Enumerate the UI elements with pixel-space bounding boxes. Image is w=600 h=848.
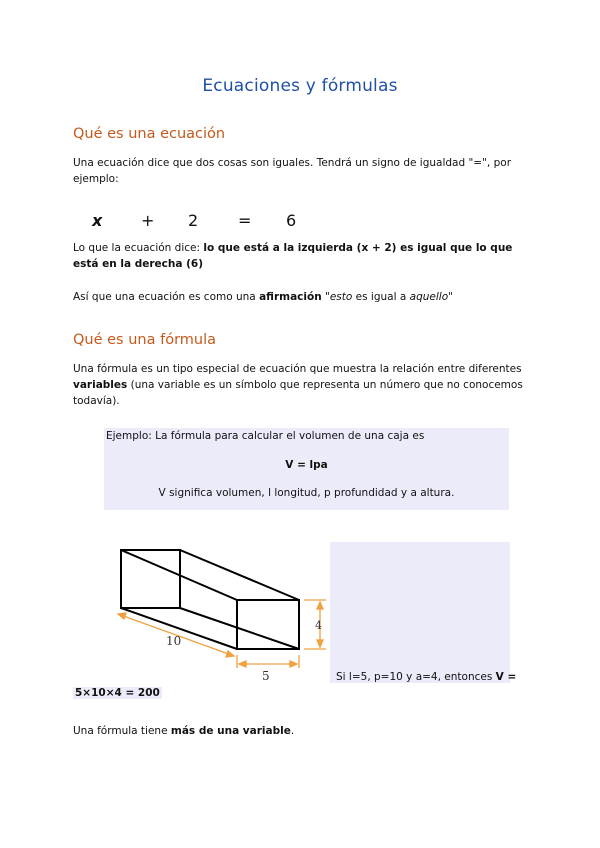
equation-statement xyxy=(73,289,528,305)
formula-intro-suffix: (una variable es un símbolo que representa un número que no conocemos todavía). xyxy=(73,379,523,407)
explanation-bold: lo que está a la izquierda (x + 2) es igual que lo que está en la derecha (6) xyxy=(73,242,513,270)
equation-intro: Una ecuación dice que dos cosas son iguales. Tendrá un signo de igualdad "=", por ejemplo: xyxy=(73,157,512,185)
section-heading-equation: Qué es una ecuación xyxy=(73,126,226,142)
calc-prefix: Si l=5, p=10 y a=4, entonces xyxy=(336,671,496,683)
height-arrow-start xyxy=(317,602,323,609)
statement-mid: es igual a xyxy=(352,291,410,303)
front-face xyxy=(237,600,299,649)
box-figure xyxy=(104,542,330,683)
height-label: 4 xyxy=(315,619,322,632)
back-face xyxy=(121,550,180,608)
example-equation xyxy=(0,211,600,235)
volume-formula: V = lpa xyxy=(285,459,328,471)
width-arrow-end xyxy=(290,661,297,667)
eq-two: 2 xyxy=(188,211,199,230)
example-box xyxy=(104,428,509,510)
equation-explanation xyxy=(73,240,528,272)
explanation-prefix: Lo que la ecuación dice: xyxy=(73,242,204,254)
closing-prefix: Una fórmula tiene xyxy=(73,725,171,737)
formula-intro xyxy=(73,361,528,409)
eq-equals: = xyxy=(238,211,252,230)
length-label: 10 xyxy=(166,634,182,648)
eq-plus: + xyxy=(141,211,155,230)
statement-italic-esto: esto xyxy=(329,291,353,303)
example-line: Ejemplo: La fórmula para calcular el volumen de una caja es xyxy=(106,430,425,442)
eq-variable-x: x xyxy=(92,211,103,230)
width-arrow-start xyxy=(239,661,246,667)
closing-bold: más de una variable xyxy=(170,725,291,737)
statement-quote-open: " xyxy=(321,291,330,303)
formula-intro-prefix: Una fórmula es un tipo especial de ecuación que muestra la relación entre diferentes xyxy=(73,363,522,375)
calc-line xyxy=(336,669,516,685)
formula-intro-bold: variables xyxy=(73,379,128,391)
section-heading-formula: Qué es una fórmula xyxy=(73,332,217,348)
statement-prefix: Así que una ecuación es como una xyxy=(73,291,260,303)
width-label: 5 xyxy=(262,669,270,683)
calc-result: 5×10×4 = 200 xyxy=(75,687,160,699)
box-diagram xyxy=(104,542,330,683)
height-arrow-end xyxy=(317,640,323,647)
statement-italic-aquello: aquello xyxy=(409,291,449,303)
figure-box xyxy=(104,542,510,683)
statement-quote-close: " xyxy=(448,291,453,303)
length-arrow-start xyxy=(118,613,126,619)
closing-line xyxy=(73,723,528,739)
formula-meaning: V significa volumen, l longitud, p profundidad y a altura. xyxy=(158,487,455,499)
statement-bold: afirmación xyxy=(259,291,322,303)
page-title: Ecuaciones y fórmulas xyxy=(202,76,398,96)
top-right-edge xyxy=(180,550,299,600)
closing-suffix: . xyxy=(290,725,295,737)
length-arrow-end xyxy=(226,651,234,657)
eq-six: 6 xyxy=(286,211,297,230)
calc-bold: V = xyxy=(495,671,517,683)
